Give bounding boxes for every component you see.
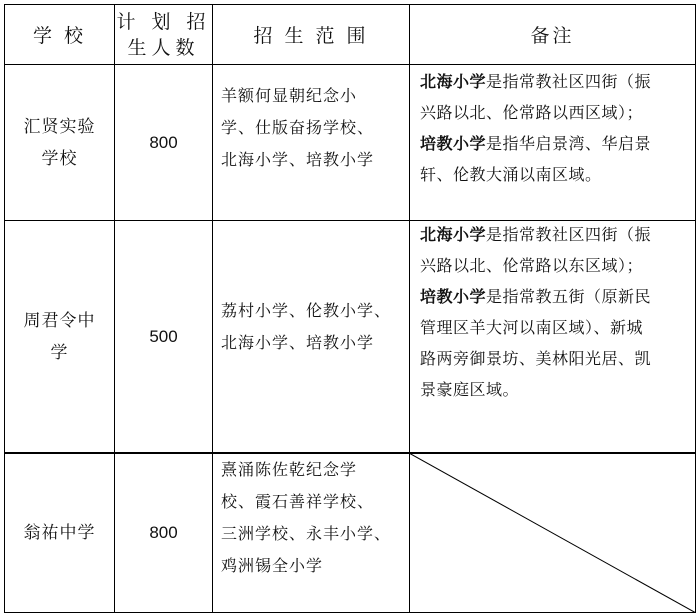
school-name-line: 汇贤实验 bbox=[23, 116, 96, 137]
remark-text: 是指常教五街（原新民 bbox=[486, 287, 652, 306]
remark-line bbox=[420, 66, 694, 97]
remark-cell bbox=[420, 219, 694, 405]
remark-cell bbox=[420, 66, 694, 190]
remark-text: 是指华启景湾、华启景 bbox=[486, 134, 652, 153]
scope-line: 校、霞石善祥学校、 bbox=[221, 492, 375, 511]
school-name bbox=[5, 454, 114, 612]
empty-cell-diagonal bbox=[409, 453, 696, 613]
remark-line bbox=[420, 128, 694, 159]
header-quota bbox=[115, 5, 212, 64]
school-name bbox=[5, 65, 114, 220]
quota-value: 800 bbox=[149, 132, 178, 152]
remark-text: 是指常教社区四街（振 bbox=[486, 72, 652, 91]
header-school: 学 校 bbox=[32, 25, 87, 47]
remark-line: 兴路以北、伦常路以东区域）； bbox=[420, 256, 644, 275]
remark-line bbox=[420, 219, 694, 250]
remark-text: 是指常教社区四街（振 bbox=[486, 225, 652, 244]
enrollment-scope bbox=[213, 80, 409, 176]
enrollment-scope bbox=[213, 295, 409, 359]
remark-school-name: 北海小学 bbox=[420, 225, 487, 244]
school-name-line: 学 bbox=[50, 342, 69, 363]
scope-line: 北海小学、培教小学 bbox=[221, 333, 375, 352]
quota-value: 800 bbox=[149, 523, 178, 542]
scope-line: 三洲学校、永丰小学、 bbox=[221, 524, 392, 543]
remark-line: 轩、伦教大涌以南区域。 bbox=[420, 165, 602, 184]
remark-line: 兴路以北、伦常路以西区域）； bbox=[420, 103, 644, 122]
remark-line bbox=[420, 281, 694, 312]
scope-line: 荔村小学、伦教小学、 bbox=[221, 301, 392, 320]
school-name-line: 学校 bbox=[41, 148, 78, 169]
remark-line: 景豪庭区域。 bbox=[420, 380, 520, 399]
remark-line: 路两旁御景坊、美林阳光居、凯 bbox=[420, 349, 652, 368]
header-quota-line: 计 划 招 bbox=[116, 10, 211, 33]
header-quota-line: 生人数 bbox=[127, 36, 200, 59]
scope-line: 羊额何显朝纪念小 bbox=[221, 86, 358, 105]
remark-school-name: 培教小学 bbox=[420, 287, 487, 306]
scope-line: 鸡洲锡全小学 bbox=[221, 556, 324, 575]
scope-line: 学、仕版奋扬学校、 bbox=[221, 118, 375, 137]
scope-line: 北海小学、培教小学 bbox=[221, 150, 375, 169]
school-name-line: 周君令中 bbox=[23, 310, 96, 331]
quota-value: 500 bbox=[149, 326, 178, 346]
header-scope: 招 生 范 围 bbox=[253, 25, 369, 47]
remark-school-name: 北海小学 bbox=[420, 72, 487, 91]
scope-line: 熹涌陈佐乾纪念学 bbox=[221, 460, 358, 479]
enrollment-scope bbox=[213, 454, 409, 582]
school-name bbox=[5, 221, 114, 452]
header-remark: 备注 bbox=[530, 25, 575, 47]
remark-school-name: 培教小学 bbox=[420, 134, 487, 153]
school-name-line: 翁祐中学 bbox=[23, 523, 96, 543]
remark-line: 管理区羊大河以南区域）、新城 bbox=[420, 318, 644, 337]
